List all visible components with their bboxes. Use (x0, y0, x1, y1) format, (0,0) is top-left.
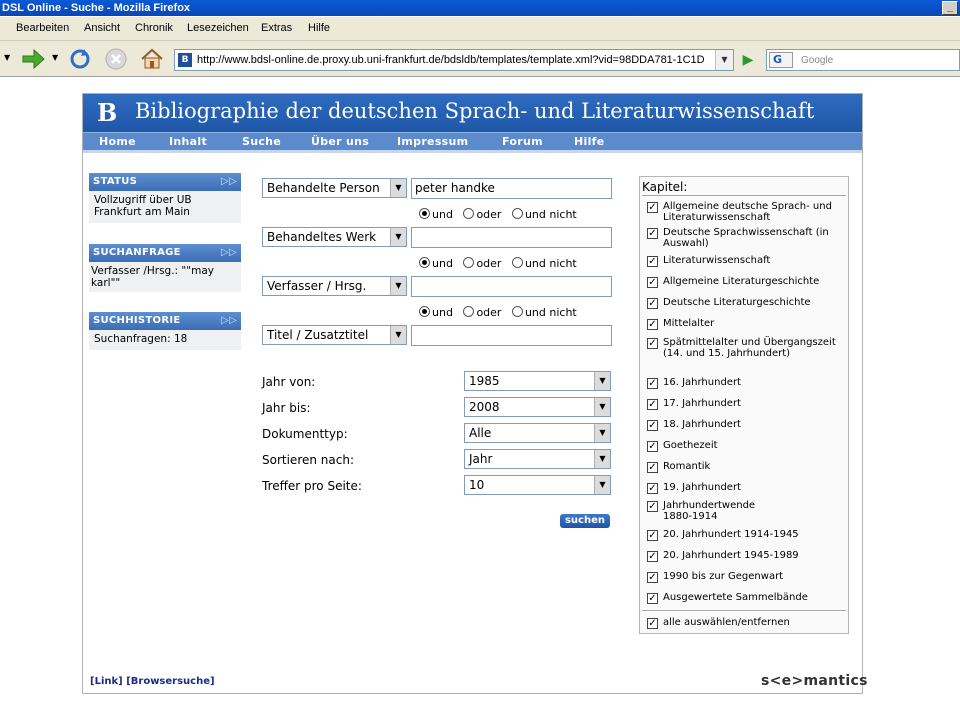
menu-extras[interactable]: Extras (261, 22, 293, 34)
field-select[interactable]: Titel / Zusatztitel ▼ (262, 325, 407, 345)
dokumenttyp-select[interactable]: Alle ▼ (464, 423, 611, 443)
radio-oder[interactable] (463, 208, 474, 219)
tab-suche[interactable]: Suche (242, 135, 282, 148)
checkbox[interactable]: ✓ (648, 298, 657, 309)
chevron-down-icon[interactable]: ▼ (594, 372, 610, 390)
search-term-input[interactable] (411, 276, 612, 297)
field-select[interactable]: Behandelte Person ▼ (262, 178, 407, 198)
search-engine-box[interactable] (766, 49, 960, 71)
treffer-select[interactable]: 10 ▼ (464, 475, 611, 495)
search-term-input[interactable]: peter handke (411, 178, 612, 199)
checkbox[interactable]: ✓ (648, 399, 657, 410)
field-select[interactable]: Verfasser / Hrsg. ▼ (262, 276, 407, 296)
chevron-down-icon[interactable]: ▼ (390, 228, 406, 246)
chevron-down-icon[interactable]: ▼ (594, 424, 610, 442)
url-text[interactable]: http://www.bdsl-online.de.proxy.ub.uni-frankfurt.de/bdsldb/templates/template.xml?vid=98DDA781-1C1D (197, 54, 705, 66)
collapse-arrows-icon[interactable]: ▷▷ (221, 176, 237, 187)
checkbox[interactable]: ✓ (648, 572, 657, 583)
checkbox[interactable]: ✓ (648, 277, 657, 288)
tab-impressum[interactable]: Impressum (397, 135, 469, 148)
menu-bearbeiten[interactable]: Bearbeiten (16, 22, 70, 34)
checkbox[interactable]: ✓ (648, 256, 657, 267)
radio-oder[interactable] (463, 306, 474, 317)
suchhistorie-text: Suchanfragen: 18 (89, 330, 241, 350)
filter-label: Jahr von: (262, 375, 316, 389)
site-nav (83, 132, 862, 150)
kapitel-title: Kapitel: (642, 180, 688, 194)
tab-forum[interactable]: Forum (502, 135, 543, 148)
suchanfrage-header[interactable]: SUCHANFRAGE ▷▷ (89, 244, 241, 262)
tab-home[interactable]: Home (99, 135, 136, 148)
search-button[interactable]: suchen (560, 514, 610, 528)
field-select[interactable]: Behandeltes Werk ▼ (262, 227, 407, 247)
chevron-down-icon[interactable]: ▼ (390, 179, 406, 197)
site-header (83, 94, 862, 132)
filter-label: Dokumenttyp: (262, 427, 348, 441)
google-engine-icon[interactable]: G (769, 52, 793, 68)
menu-hilfe[interactable]: Hilfe (308, 22, 331, 34)
chevron-down-icon[interactable]: ▼ (594, 476, 610, 494)
site-favicon-icon: B (178, 53, 192, 67)
url-history-dropdown-icon[interactable]: ▼ (715, 50, 733, 70)
checkbox[interactable]: ✓ (648, 530, 657, 541)
checkbox[interactable]: ✓ (648, 378, 657, 389)
checkbox[interactable]: ✓ (648, 551, 657, 562)
checkbox[interactable]: ✓ (648, 420, 657, 431)
browsersuche-link[interactable]: [Browsersuche] (126, 676, 215, 687)
sortieren-select[interactable]: Jahr ▼ (464, 449, 611, 469)
minimize-button[interactable]: _ (942, 1, 958, 15)
divider (642, 610, 846, 611)
url-bar[interactable] (174, 49, 734, 71)
checkbox[interactable]: ✓ (648, 338, 657, 349)
jahr-von-select[interactable]: 1985 ▼ (464, 371, 611, 391)
menu-lesezeichen[interactable]: Lesezeichen (187, 22, 249, 34)
filter-label: Jahr bis: (262, 401, 311, 415)
tab-hilfe[interactable]: Hilfe (574, 135, 605, 148)
checkbox[interactable]: ✓ (648, 319, 657, 330)
checkbox[interactable]: ✓ (648, 501, 657, 512)
tab-ueber-uns[interactable]: Über uns (311, 135, 370, 148)
nav-divider (83, 150, 862, 153)
radio-oder[interactable] (463, 257, 474, 268)
semantics-logo: s<e>mantics (761, 673, 868, 689)
radio-und[interactable] (419, 208, 430, 219)
operator-radios: und oder und nicht (419, 257, 577, 270)
radio-und-nicht[interactable] (512, 306, 523, 317)
suchanfrage-box (89, 244, 241, 292)
menu-ansicht[interactable]: Ansicht (84, 22, 121, 34)
link-link[interactable]: [Link] (90, 676, 123, 687)
status-header[interactable]: STATUS ▷▷ (89, 173, 241, 191)
chevron-down-icon[interactable]: ▼ (594, 450, 610, 468)
chevron-down-icon[interactable]: ▼ (390, 326, 406, 344)
site-title: Bibliographie der deutschen Sprach- und Literaturwissenschaft (135, 99, 815, 123)
operator-radios: und oder und nicht (419, 208, 577, 221)
operator-radios: und oder und nicht (419, 306, 577, 319)
window-titlebar (0, 0, 960, 16)
checkbox[interactable]: ✓ (648, 441, 657, 452)
tab-inhalt[interactable]: Inhalt (169, 135, 208, 148)
jahr-bis-select[interactable]: 2008 ▼ (464, 397, 611, 417)
go-arrow-icon[interactable]: ▶ (742, 52, 754, 68)
status-text: Vollzugriff über UB Frankfurt am Main (89, 191, 241, 223)
filter-label: Treffer pro Seite: (262, 479, 362, 493)
suchhistorie-box (89, 312, 241, 350)
collapse-arrows-icon[interactable]: ▷▷ (221, 247, 237, 258)
search-input[interactable]: Google (801, 55, 834, 66)
checkbox[interactable]: ✓ (648, 228, 657, 239)
reload-icon[interactable] (68, 47, 92, 71)
suchhistorie-header[interactable]: SUCHHISTORIE ▷▷ (89, 312, 241, 330)
checkbox[interactable]: ✓ (648, 618, 657, 629)
checkbox[interactable]: ✓ (648, 462, 657, 473)
home-icon[interactable] (140, 47, 164, 71)
menu-chronik[interactable]: Chronik (135, 22, 173, 34)
collapse-arrows-icon[interactable]: ▷▷ (221, 315, 237, 326)
status-box (89, 173, 241, 223)
checkbox[interactable]: ✓ (648, 202, 657, 213)
back-dropdown-icon[interactable]: ▼ (4, 53, 11, 62)
radio-und-nicht[interactable] (512, 257, 523, 268)
footer-links (90, 676, 215, 687)
navigation-toolbar (0, 41, 960, 77)
chevron-down-icon[interactable]: ▼ (594, 398, 610, 416)
kapitel-panel: Kapitel: ✓ Allgemeine deutsche Sprach- und Literaturwissenschaft ✓ Deutsche Sprachwissenschaft (in Auswahl) ✓ Literaturwissenschaft ✓ Allgemeine Literaturgeschichte ✓ Deutsche Literaturgeschichte ✓ Mittelalter ✓ Spätmittelalter und Übergangszeit (14. und 15. Jahrhundert) ✓ 16. Jahrhundert ✓ 17. Jahrhundert ✓ 18. Jahrhundert ✓ Goethezeit ✓ Romantik ✓ 19. Jahrhundert ✓ Jahrhundertwende 1880-1914 ✓ 20. Jahrhundert 1914-1945 ✓ 20. Jahrhundert 1945-1989 ✓ 1990 bis zur Gegenwart ✓ Ausgewertete Sammelbände ✓ alle auswählen/entfernen (639, 176, 849, 634)
forward-dropdown-icon[interactable]: ▼ (52, 53, 59, 62)
radio-und[interactable] (419, 306, 430, 317)
menu-bar (0, 17, 960, 41)
checkbox[interactable]: ✓ (648, 483, 657, 494)
search-term-input[interactable] (411, 227, 612, 248)
chevron-down-icon[interactable]: ▼ (390, 277, 406, 295)
bdsl-page (82, 93, 868, 694)
filter-label: Sortieren nach: (262, 453, 354, 467)
forward-icon[interactable] (20, 47, 46, 71)
window-title: DSL Online - Suche - Mozilla Firefox (2, 2, 191, 14)
bdsl-logo: B (97, 98, 118, 127)
divider (642, 195, 846, 196)
radio-und-nicht[interactable] (512, 208, 523, 219)
stop-icon[interactable] (104, 47, 128, 71)
checkbox[interactable]: ✓ (648, 593, 657, 604)
search-term-input[interactable] (411, 325, 612, 346)
suchanfrage-text: Verfasser /Hrsg.: ""may karl"" (89, 262, 241, 292)
radio-und[interactable] (419, 257, 430, 268)
